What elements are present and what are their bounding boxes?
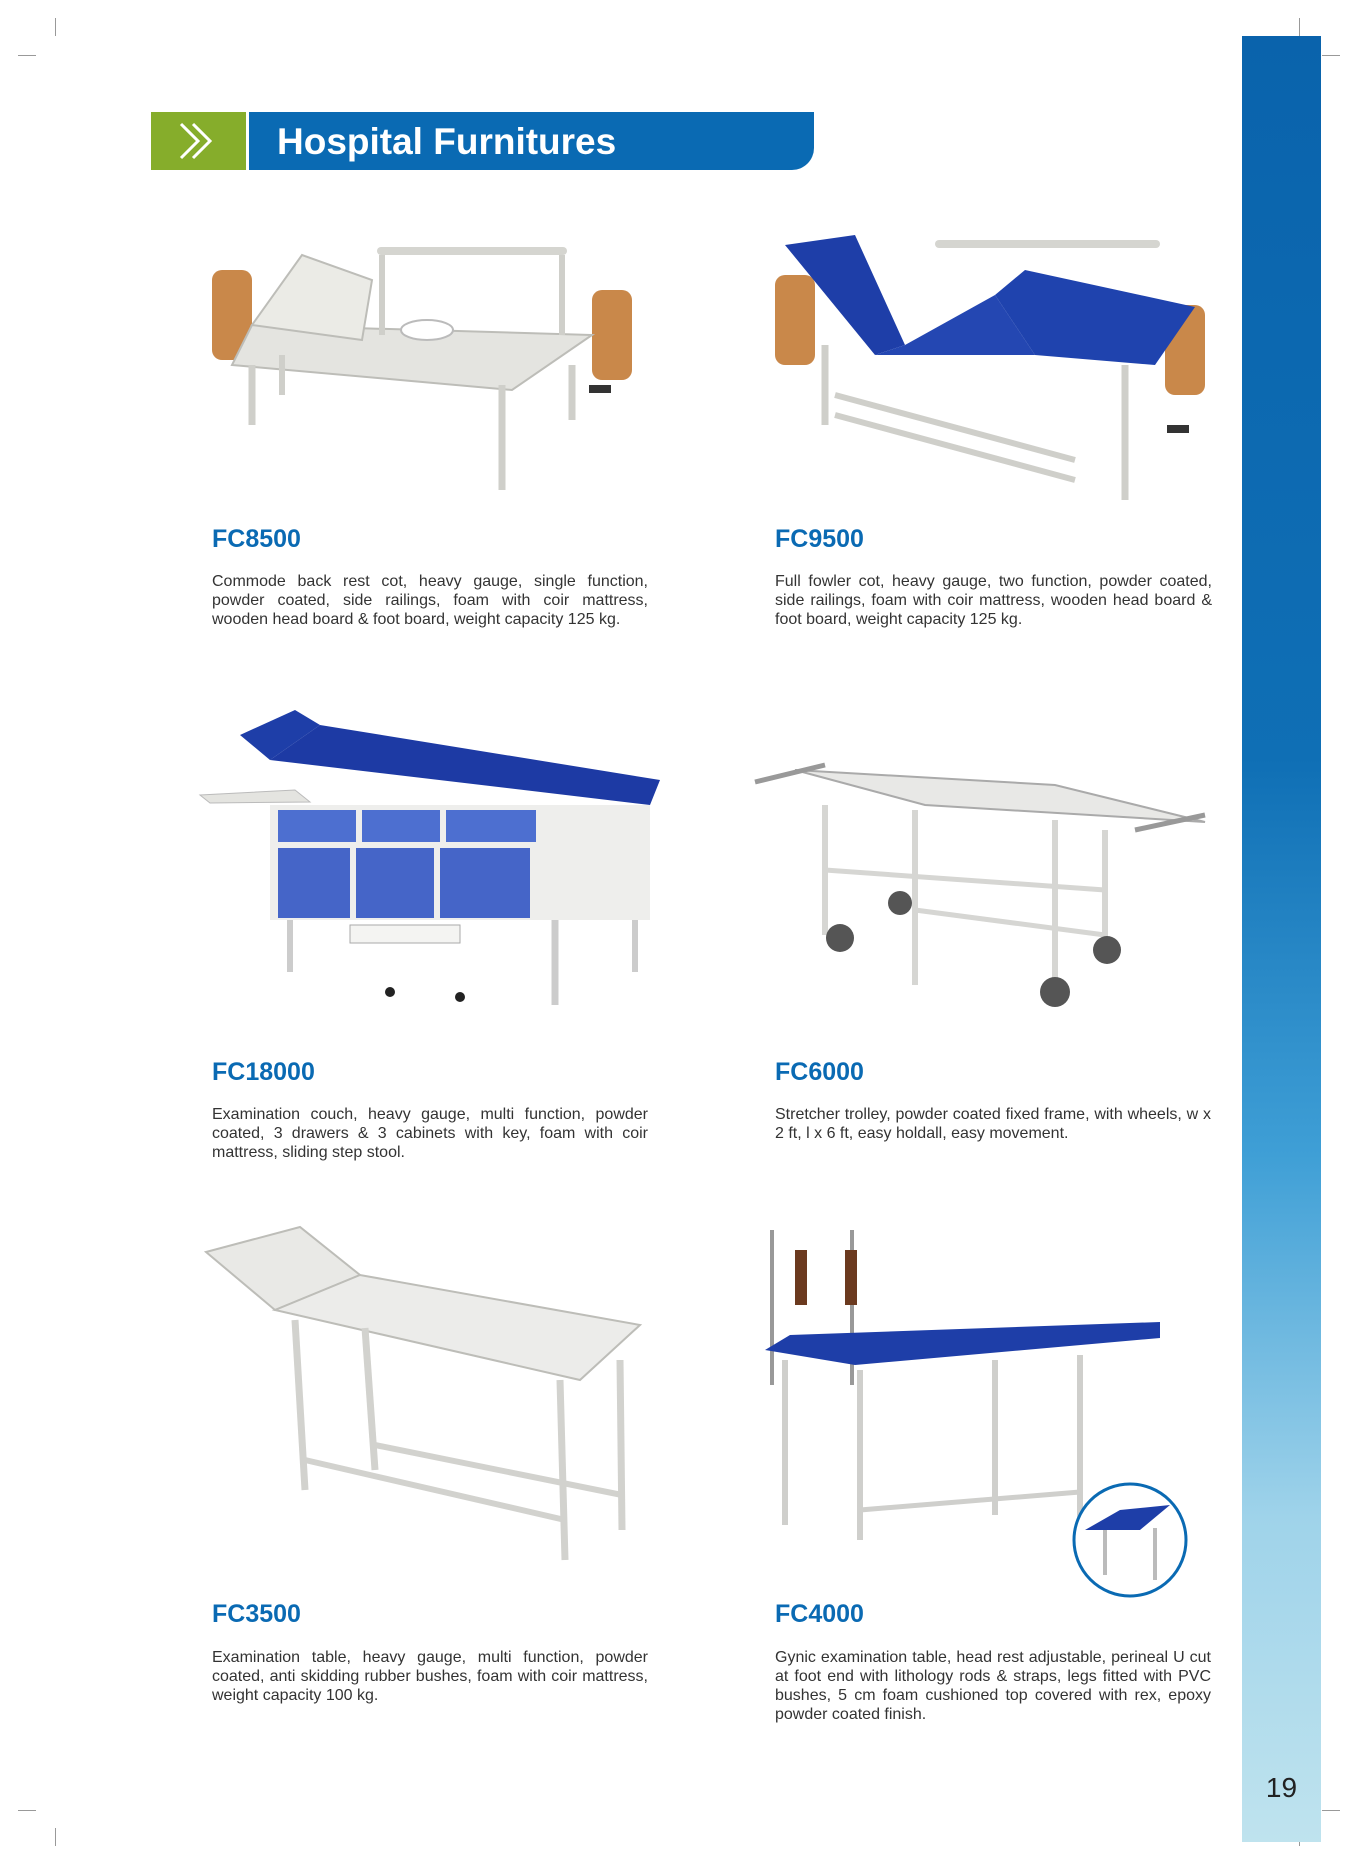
page-title: Hospital Furnitures — [277, 121, 617, 162]
product-code: FC4000 — [775, 1600, 864, 1628]
side-color-band — [1242, 36, 1321, 1842]
product-fc18000 — [200, 710, 648, 1180]
product-code: FC9500 — [775, 525, 864, 553]
header-banner — [249, 112, 814, 170]
product-code: FC6000 — [775, 1058, 864, 1086]
product-description: Stretcher trolley, powder coated fixed frame, with wheels, w x 2 ft, l x 6 ft, easy holdall, easy movement. — [775, 1106, 1211, 1142]
crop-mark — [1322, 1810, 1340, 1811]
crop-mark — [55, 1828, 56, 1846]
product-description: Full fowler cot, heavy gauge, two function, powder coated, side railings, foam with coir mattress, wooden head board & foot board, weight capacity 125 kg. — [775, 573, 1212, 628]
examination-couch-image — [200, 710, 660, 1010]
product-fc8500 — [212, 225, 652, 645]
chevron-icon — [151, 112, 246, 170]
product-code: FC3500 — [212, 1600, 301, 1628]
crop-mark — [1322, 55, 1340, 56]
page-number: 19 — [1265, 1772, 1298, 1803]
crop-mark — [18, 1810, 36, 1811]
product-fc3500 — [200, 1220, 648, 1740]
crop-mark — [1299, 18, 1300, 36]
product-description: Gynic examination table, head rest adjustable, perineal U cut at foot end with lithology rods & straps, legs fitted with PVC bushes, 5 cm foam cushioned top covered with rex, epoxy powder coated finish. — [775, 1649, 1211, 1723]
crop-mark — [18, 55, 36, 56]
full-fowler-cot-image — [775, 225, 1215, 515]
product-fc4000 — [760, 1230, 1211, 1750]
product-description: Examination couch, heavy gauge, multi function, powder coated, 3 drawers & 3 cabinets with key, foam with coir mattress, sliding step stool. — [212, 1106, 648, 1161]
commode-cot-image — [212, 225, 652, 495]
stretcher-trolley-image — [755, 760, 1215, 1020]
product-description: Commode back rest cot, heavy gauge, single function, powder coated, side railings, foam with coir mattress, wooden head board & foot board, weight capacity 125 kg. — [212, 573, 648, 628]
product-fc6000 — [755, 760, 1211, 1180]
product-code: FC18000 — [212, 1058, 315, 1086]
product-fc9500 — [775, 225, 1215, 645]
gynic-examination-table-image — [760, 1230, 1210, 1600]
product-description: Examination table, heavy gauge, multi function, powder coated, anti skidding rubber bushes, foam with coir mattress, weight capacity 100 kg. — [212, 1649, 648, 1704]
crop-mark — [55, 18, 56, 36]
product-code: FC8500 — [212, 525, 301, 553]
examination-table-image — [200, 1220, 660, 1570]
